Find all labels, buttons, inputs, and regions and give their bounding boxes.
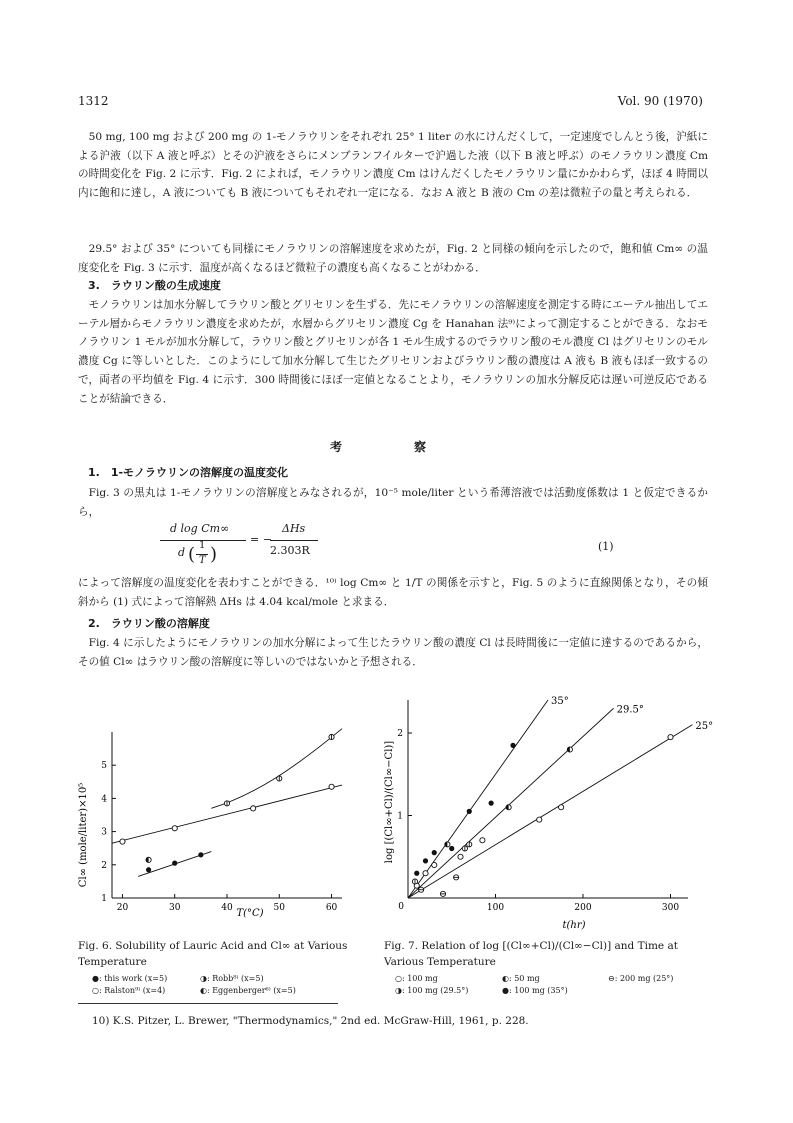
- fig7-point: [467, 809, 472, 814]
- figure-7-chart: [378, 692, 714, 932]
- fig6-fit-curve: [211, 729, 342, 809]
- fig6-ytick-label: 1: [101, 894, 107, 904]
- fig6-point: [329, 784, 334, 789]
- fig7-line-label: 25°: [695, 720, 714, 732]
- fig6-legend-1: ◑: Robb⁸⁾ (x=5): [200, 974, 264, 983]
- fig7-legend-3: ◑: 100 mg (29.5°): [395, 986, 469, 995]
- fig7-legend-1: ◐: 50 mg: [502, 974, 540, 983]
- fig6-legend-3: ◐: Eggenberger⁶⁾ (x=5): [200, 986, 296, 995]
- figure-7-caption: Fig. 7. Relation of log [(Cl∞+Cl)/(Cl∞−Cl)] and Time at Various Temperature: [384, 940, 678, 968]
- eq-numerator: d log Cm∞: [170, 522, 230, 535]
- fig7-xtick-label: 300: [661, 903, 680, 913]
- fig6-ytick-label: 3: [101, 827, 107, 838]
- eq-denominator-t: T: [199, 555, 206, 566]
- fig7-ylabel: log [(Cl∞+Cl)/(Cl∞−Cl)]: [384, 740, 395, 864]
- fig7-point: [423, 858, 428, 863]
- fig7-fit-line: [408, 700, 548, 898]
- eq-equals: = −: [250, 533, 272, 546]
- paragraph-6: Fig. 4 に示したようにモノラウリンの加水分解によって生じたラウリン酸の濃度 Cl は長時間後に一定値に達するのであるから，その値 Cl∞ はラウリン酸の溶解度に等しいのではないかと予想される．: [78, 637, 708, 668]
- fig6-ytick-label: 4: [101, 794, 107, 805]
- section-1-heading: 1. 1-モノラウリンの溶解度の温度変化: [88, 466, 288, 479]
- fig7-legend-0: ○: 100 mg: [395, 974, 438, 983]
- fig6-point: [146, 867, 151, 872]
- figure-6-caption: Fig. 6. Solubility of Lauric Acid and Cl∞ at Various Temperature: [78, 940, 348, 968]
- fig6-xtick-label: 40: [221, 903, 233, 913]
- fig7-point: [668, 735, 673, 740]
- fig6-xtick-label: 50: [273, 903, 285, 913]
- fig7-fit-line: [408, 725, 692, 898]
- paragraph-5: によって溶解度の温度変化を表わすことができる．¹⁰⁾ log Cm∞ と 1/T の関係を示すと，Fig. 5 のように直線関係となり，その傾斜から (1) 式によって溶解熱 ΔHs は 4.04 kcal/mole と求まる．: [78, 577, 708, 608]
- fig7-point: [458, 854, 463, 859]
- footnote: 10) K.S. Pitzer, L. Brewer, "Thermodynamics," 2nd ed. McGraw-Hill, 1961, p. 228.: [92, 1015, 529, 1027]
- volume-label: Vol. 90 (1970): [617, 94, 703, 108]
- paragraph-3: モノラウリンは加水分解してラウリン酸とグリセリンを生ずる．先にモノラウリンの溶解速度を測定する時にエーテル抽出してエーテル層からモノラウリン濃度を求めたが，水層からグリセリン濃度 Cg を Hanahan 法⁹⁾によって測定することができる．なおモノラウリン 1 モルが加水分解して，ラウリン酸とグリセリンが各 1 モル生成するのでラウリン酸のモル濃度 Cl はグリセリンのモル濃度 Cg に等しいとした．このようにして加水分解して生じたグリセリンおよびラウリン酸の濃度は A 液も B 液もほぼ一致するので，両者の平均値を Fig. 4 に示す．300 時間後にほぼ一定値となることより，モノラウリンの加水分解反応は遅い可逆反応であることが結論できる．: [78, 299, 708, 405]
- fig7-point: [449, 846, 454, 851]
- fig7-fit-line: [408, 708, 614, 898]
- fig6-point: [251, 806, 256, 811]
- section-3-heading: 3. ラウリン酸の生成速度: [88, 279, 221, 292]
- fig7-legend-2: ⊖: 200 mg (25°): [608, 974, 674, 983]
- eq-denominator-one: 1: [199, 540, 206, 551]
- eq-rhs-denominator: 2.303R: [270, 544, 310, 557]
- fig6-legend-0: ●: this work (x=5): [92, 974, 168, 983]
- fig7-point: [559, 805, 564, 810]
- fig7-point: [414, 871, 419, 876]
- section-2-heading: 2. ラウリン酸の溶解度: [88, 617, 210, 630]
- fig7-origin-label: 0: [398, 902, 404, 912]
- fig7-xlabel: t(hr): [562, 920, 586, 931]
- fig7-ytick-label: 1: [397, 811, 403, 822]
- eq-denominator-d: d: [178, 546, 186, 559]
- figure-6-chart: [72, 720, 362, 930]
- fig7-point: [537, 817, 542, 822]
- fig7-point: [480, 838, 485, 843]
- fig7-line-label: 35°: [551, 696, 569, 707]
- fig6-ytick-label: 5: [101, 761, 107, 772]
- fig7-point: [510, 743, 515, 748]
- fig6-legend-2: ○: Ralston⁹⁾ (x=4): [92, 986, 166, 995]
- discussion-heading: 考察: [330, 440, 499, 454]
- paragraph-1: 50 mg, 100 mg および 200 mg の 1-モノラウリンをそれぞれ 25° 1 liter の水にけんだくして，一定速度でしんとう後，沪紙による沪液（以下 A 液と呼ぶ）とその沪液をさらにメンブランフイルターで沪過した液（以下 B 液と呼ぶ）のモノラウリン濃度 Cm の時間変化を Fig. 2 に示す．Fig. 2 によれば，モノラウリン濃度 Cm はけんだくしたモノラウリン量にかかわらず，ほぼ 4 時間以内に飽和に達し，A 液についても B 液についてもそれぞれ一定になる．なお A 液と B 液の Cm の差は微粒子の量と考えられる．: [78, 131, 708, 200]
- fig6-point: [198, 852, 203, 857]
- fig6-xtick-label: 60: [325, 903, 338, 913]
- fig6-ylabel: Cl∞ (mole/liter)×10⁵: [78, 782, 89, 888]
- fig7-line-label: 29.5°: [616, 704, 644, 716]
- page-number: 1312: [78, 94, 109, 108]
- fig6-point: [172, 861, 177, 866]
- paragraph-4: Fig. 3 の黒丸は 1-モノラウリンの溶解度とみなされるが，10⁻⁵ mole/liter という希薄溶液では活動度係数は 1 と仮定できるから，: [78, 487, 708, 518]
- fig6-xlabel: T(°C): [236, 908, 264, 919]
- fig6-xtick-label: 30: [169, 903, 181, 913]
- fig7-legend-4: ●: 100 mg (35°): [502, 986, 568, 995]
- fig6-xtick-label: 20: [116, 903, 129, 913]
- fig7-ytick-label: 2: [397, 729, 403, 739]
- paragraph-2: 29.5° および 35° についても同様にモノラウリンの溶解速度を求めたが，Fig. 2 と同様の傾向を示したので，飽和値 Cm∞ の温度変化を Fig. 3 に示す．温度が高くなるほど微粒子の濃度も高くなることがわかる．: [78, 243, 708, 274]
- fig6-point: [120, 839, 125, 844]
- fig6-fit-line: [112, 785, 342, 843]
- fig6-point: [172, 826, 177, 831]
- fig7-xtick-label: 200: [574, 903, 592, 913]
- equation-number: (1): [598, 540, 614, 553]
- fig7-point: [423, 871, 428, 876]
- fig7-point: [489, 801, 494, 806]
- fig7-point: [432, 862, 437, 867]
- fig7-xtick-label: 100: [486, 903, 505, 913]
- fig7-point: [432, 850, 437, 855]
- eq-rhs-numerator: ΔHs: [282, 522, 306, 535]
- fig6-ytick-label: 2: [101, 860, 107, 871]
